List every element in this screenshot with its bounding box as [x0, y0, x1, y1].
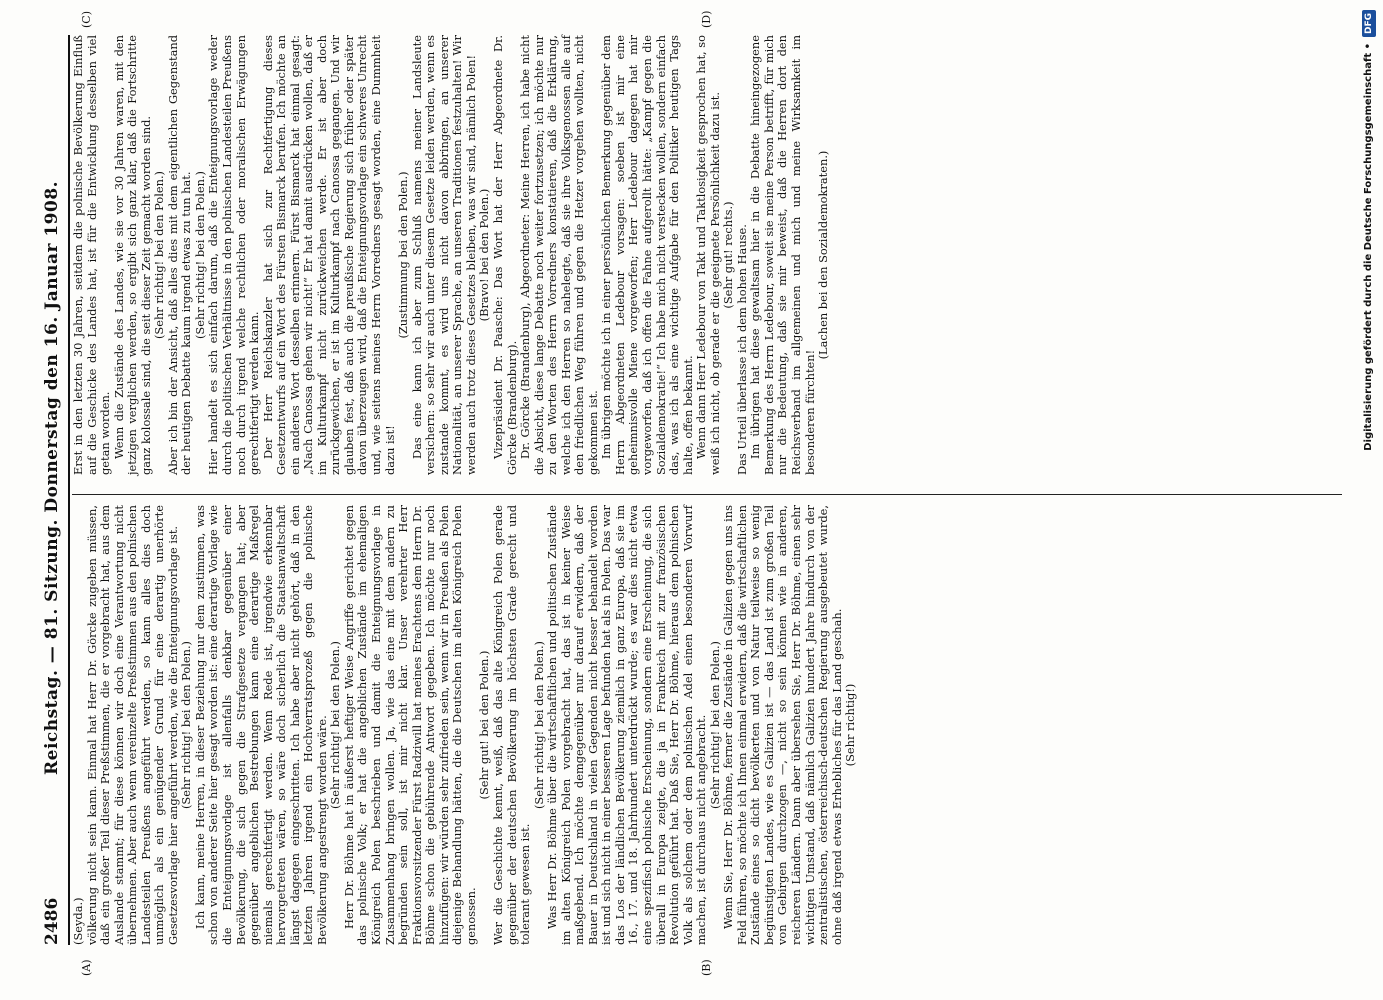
margin-marker-c: (C)	[80, 11, 93, 28]
paragraph: Aber ich bin der Ansicht, daß alles dies mit dem eigentlichen Gegenstand der heutigen Debatte kaum irgend etwas zu tun hat.	[165, 35, 194, 475]
margin-marker-b: (B)	[700, 959, 713, 976]
paragraph: Erst in den letzten 30 Jahren, seitdem die polnische Bevölkerung Einfluß auf die Geschicke des Landes hat, ist für die Entwicklung desselben viel getan worden.	[71, 35, 113, 475]
margin-marker-a: (A)	[80, 959, 93, 976]
margin-marker-d: (D)	[700, 10, 713, 28]
interjection: (Sehr richtig! bei den Polen.)	[152, 170, 167, 340]
interjection: (Sehr richtig! bei den Polen.)	[179, 640, 194, 810]
paragraph: Was Herr Dr. Böhme über die wirtschaftlichen und politischen Zustände im alten Königreich Polen vorgebracht hat, das ist in keiner Weise maßgebend. Ich möchte demgegenüber nur darauf erwidern, daß der Bauer in Deutschland in vielen Gegenden nicht besser behandelt worden ist und sich nicht in einer besseren Lage befunden hat als in Polen. Das war das Los der ländlichen Bevölkerung ziemlich in ganz Europa, daß sie im 16., 17. und 18. Jahrhundert unterdrückt wurde; es war dies nicht etwa eine spezifisch polnische Erscheinung, sondern eine Erscheinung, die sich überall in Europa zeigte, die ja in Frankreich mit zur französischen Revolution geführt hat. Daß Sie, Herr Dr. Böhme, hieraus dem polnischen Volk als solchem oder dem polnischen Adel einen besonderen Vorwurf machen, ist durchaus nicht angebracht.	[545, 505, 709, 945]
paragraph: Hier handelt es sich einfach darum, daß die Enteignungsvorlage weder durch die politischen Verhältnisse in den polnischen Landesteilen Preußens noch durch irgend welche rechtlichen oder moralischen Erwägungen gerechtfertigt werden kann.	[206, 35, 262, 475]
interjection: (Sehr richtig!)	[843, 683, 858, 767]
paragraph: Vizepräsident Dr. Paasche: Das Wort hat der Herr Abgeordnete Dr. Görcke (Brandenburg).	[490, 35, 519, 475]
interjection: (Sehr richtig! bei den Polen.)	[328, 640, 343, 810]
paragraph: Wenn die Zustände des Landes, wie sie vor 30 Jahren waren, mit den jetzigen verglichen werden, so ergibt sich ganz klar, daß die Fortschritte ganz kolossale sind, die seit dieser Zeit gemacht worden sind.	[111, 35, 153, 475]
paragraph: (Seyda.)	[71, 897, 85, 945]
column-divider	[72, 494, 1342, 495]
paragraph: Das eine kann ich aber zum Schluß namens meiner Landsleute versichern: so sehr wir auch unter diesem Gesetze leiden werden, wenn es zustande kommt, es wird uns nicht davon abbringen, an unserer Nationalität, an unserer Sprache, an unseren Traditionen festzuhalten! Wir werden auch trotz dieses Gesetzes bleiben, was wir sind, nämlich Polen!	[409, 35, 478, 475]
digitization-credit	[1358, 10, 1380, 990]
page-title: Reichstag. — 81. Sitzung. Donnerstag den 16. Januar 1908.	[42, 180, 62, 775]
paragraph: Ich kann, meine Herren, in dieser Beziehung nur dem zustimmen, was schon von anderer Seite hier gesagt worden ist: eine derartige Vorlage wie die Enteignungsvorlage ist allenfalls denkbar gegenüber einer Bevölkerung, die sich gegen die Strafgesetze vergangen hat; aber gegenüber angeblichen Bestrebungen kann eine derartige Maßregel niemals gerechtfertigt werden. Wenn Rede ist, irgendwie erkennbar hervorgetreten wären, so wäre doch sicherlich die Staatsanwaltschaft längst dagegen eingeschritten. Ich habe aber nicht gehört, daß in den letzten Jahren irgend ein Hochverratsprozeß gegen die polnische Bevölkerung angestrengt worden wäre.	[192, 505, 329, 945]
right-column	[72, 35, 831, 475]
paragraph: Wenn dann Herr Ledebour von Takt und Taktlosigkeit gesprochen hat, so weiß ich nicht, ob gerade er die geeignete Persönlichkeit dazu ist.	[694, 35, 722, 475]
paragraph: Im übrigen hat diese gewaltsam hier in die Debatte hineingezogene Bemerkung des Herrn Ledebour, soweit sie meine Person betrifft, für mich nur die Bedeutung, daß sie mir beweist, daß die Herren dort den Reichsverband im allgemeinen und mich und meine Wirksamkeit im besonderen fürchten!	[748, 35, 817, 475]
credit-text: Digitalisierung gefördert durch die Deutsche Forschungsgemeinschaft •	[1363, 43, 1374, 451]
dfg-logo: DFG	[1362, 10, 1376, 37]
interjection: (Sehr gut! bei den Polen.)	[477, 650, 492, 800]
left-column	[72, 505, 858, 945]
paragraph: Der Herr Reichskanzler hat sich zur Rechtfertigung dieses Gesetzentwurfs auf ein Wort des Fürsten Bismarck berufen. Ich möchte an ein anderes Wort desselben erinnern. Fürst Bismarck hat einmal gesagt: „Nach Canossa gehen wir nicht!“ Er hat damit ausdrücken wollen, daß er im Kulturkampf nicht zurückweichen werde. Er ist aber doch zurückgewichen, er ist im Kulturkampf nach Canossa gegangen. Und wir glauben fest, daß auch die preußische Regierung sich früher oder später davon überzeugen wird, daß die Enteignungsvorlage ein schweres Unrecht und, wie seitens meines Herrn Vorredners gesagt worden, eine Dummheit dazu ist!	[260, 35, 397, 475]
paragraph: Dr. Görcke (Brandenburg), Abgeordneter: Meine Herren, ich habe nicht die Absicht, diese lange Debatte noch weiter fortzusetzen; ich möchte nur zu den Worten des Herrn Vorredners konstatieren, daß die Erklärung, welche ich den Herren so nahelegte, daß sie ihre Volksgenossen alle auf den friedlichen Weg führen und gegen die Hetzer vorgehen wollten, nicht gekommen ist.	[518, 35, 600, 475]
page-number: 2486	[42, 897, 62, 945]
interjection: (Lachen bei den Sozialdemokraten.)	[816, 150, 831, 360]
paragraph: Herr Dr. Böhme hat in äußerst heftiger Weise Angriffe gerichtet gegen das polnische Volk; er hat die angeblichen Zustände im ehemaligen Königreich Polen beschrieben und damit die Enteignungsvorlage in Zusammenhang bringen wollen. Ja, wie das eine mit dem andern zu begründen sein soll, ist mir nicht klar. Unser verehrter Herr Fraktionsvorsitzender Fürst Radziwill hat meines Erachtens dem Herrn Dr. Böhme schon die gebührende Antwort gegeben. Ich möchte nur noch hinzufügen: wir würden sehr zufrieden sein, wenn wir in Preußen als Polen diejenige Behandlung hätten, die die Deutschen im alten Königreich Polen genossen.	[341, 505, 478, 945]
interjection: (Sehr gut! rechts.)	[721, 201, 736, 309]
paragraph: Das Urteil überlasse ich dem hohen Hause.	[734, 224, 749, 475]
interjection: (Sehr richtig! bei den Polen.)	[707, 640, 722, 810]
paragraph: völkerung nicht sein kann. Einmal hat Herr Dr. Görcke zugeben müssen, daß ein großer Teil dieser Preßstimmen, die er vorgebracht hat, aus dem Auslande stammt; für diese können wir doch eine Verantwortung nicht übernehmen. Aber auch wenn vereinzelte Preßstimmen aus den polnischen Landesteilen Preußens angeführt werden, so kann alles dies doch unmöglich als ein genügender Grund für eine derartig unerhörte Gesetzesvorlage hier angeführt werden, wie die Enteignungsvorlage ist.	[84, 505, 180, 945]
paragraph: Im übrigen möchte ich in einer persönlichen Bemerkung gegenüber dem Herrn Abgeordneten Ledebour vorsagen: soeben ist mir eine geheimnisvolle Miene vorgeworfen; Herr Ledebour dagegen hat mir vorgeworfen, daß ich offen die Fahne aufgerollt hätte: „Kampf gegen die Sozialdemokratie!“ Ich habe mich nicht verstecken wollen, sondern einfach das, was ich als eine wichtige Aufgabe für den Politiker heutigen Tags halte, offen bekannt.	[599, 35, 695, 475]
interjection: (Bravo! bei den Polen.)	[477, 188, 492, 322]
page-header	[8, 35, 70, 945]
interjection: (Sehr richtig! bei den Polen.)	[531, 640, 546, 810]
paragraph: Wer die Geschichte kennt, weiß, daß das alte Königreich Polen gerade gegenüber der deutschen Bevölkerung im höchsten Grade gerecht und tolerant gewesen ist.	[490, 505, 533, 945]
paragraph: Wenn Sie, Herr Dr. Böhme, ferner die Zustände in Galizien gegen uns ins Feld führen, so möchte ich Ihnen einmal erwidern, daß die wirtschaftlichen Zustände eines so dicht bevölkerten und von Natur teilweise so wenig begünstigten Landes, wie es Galizien ist — das Land ist zum großen Teil von Gebirgen durchzogen —, nicht so sein können wie in anderen, reicheren Ländern. Dann aber übersehen Sie, Herr Dr. Böhme, einen sehr wichtigen Umstand, daß nämlich Galizien hundert Jahre hindurch von der zentralistischen, österreichisch-deutschen Regierung ausgebeutet wurde, ohne daß irgend etwas Erhebliches für das Land geschah.	[721, 505, 844, 945]
interjection: (Sehr richtig! bei den Polen.)	[192, 170, 207, 340]
interjection: (Zustimmung bei den Polen.)	[396, 171, 411, 339]
